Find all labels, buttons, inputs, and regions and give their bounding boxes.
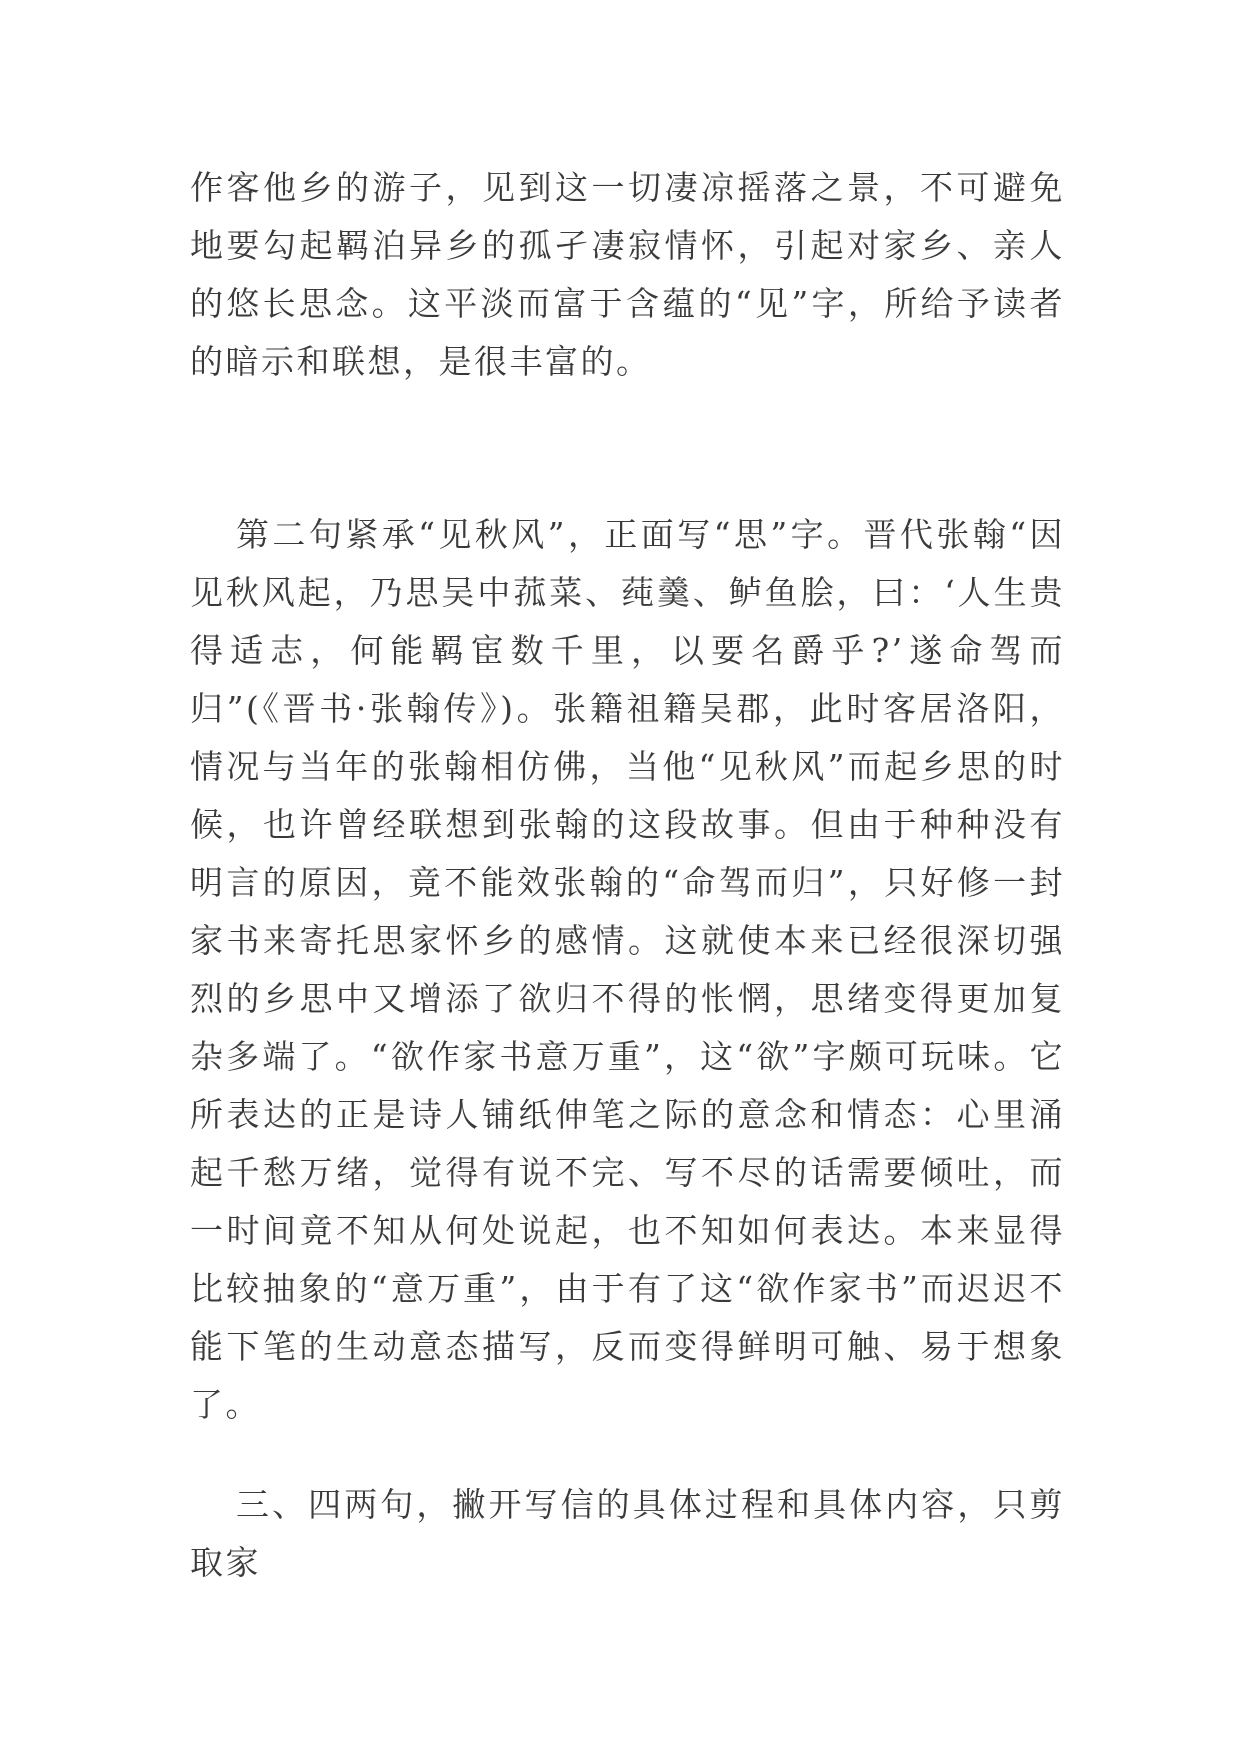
paragraph-second-line-analysis: 第二句紧承“见秋风”，正面写“思”字。晋代张翰“因见秋风起，乃思吴中菰菜、莼羹、鲈鱼脍，曰：‘人生贵得适志，何能羁宦数千里，以要名爵乎?’遂命驾而归”(《晋书·张翰传》)。张籍祖籍吴郡，此时客居洛阳，情况与当年的张翰相仿佛，当他“见秋风”而起乡思的时候，也许曾经联想到张翰的这段故事。但由于种种没有明言的原因，竟不能效张翰的“命驾而归”，只好修一封家书来寄托思家怀乡的感情。这就使本来已经很深切强烈的乡思中又增添了欲归不得的怅惘，思绪变得更加复杂多端了。“欲作家书意万重”，这“欲”字颇可玩味。它所表达的正是诗人铺纸伸笔之际的意念和情态：心里涌起千愁万绪，觉得有说不完、写不尽的话需要倾吐，而一时间竟不知从何处说起，也不知如何表达。本来显得比较抽象的“意万重”，由于有了这“欲作家书”而迟迟不能下笔的生动意态描写，反而变得鲜明可触、易于想象了。 (190, 515, 1065, 1424)
paragraph-third-fourth-lines: 三、四两句，撇开写信的具体过程和具体内容，只剪取家 (190, 1485, 1065, 1582)
paragraph-continuation: 作客他乡的游子，见到这一切凄凉摇落之景，不可避免地要勾起羁泊异乡的孤孑凄寂情怀，引起对家乡、亲人的悠长思念。这平淡而富于含蕴的“见”字，所给予读者的暗示和联想，是很丰富的。 (190, 168, 1065, 381)
